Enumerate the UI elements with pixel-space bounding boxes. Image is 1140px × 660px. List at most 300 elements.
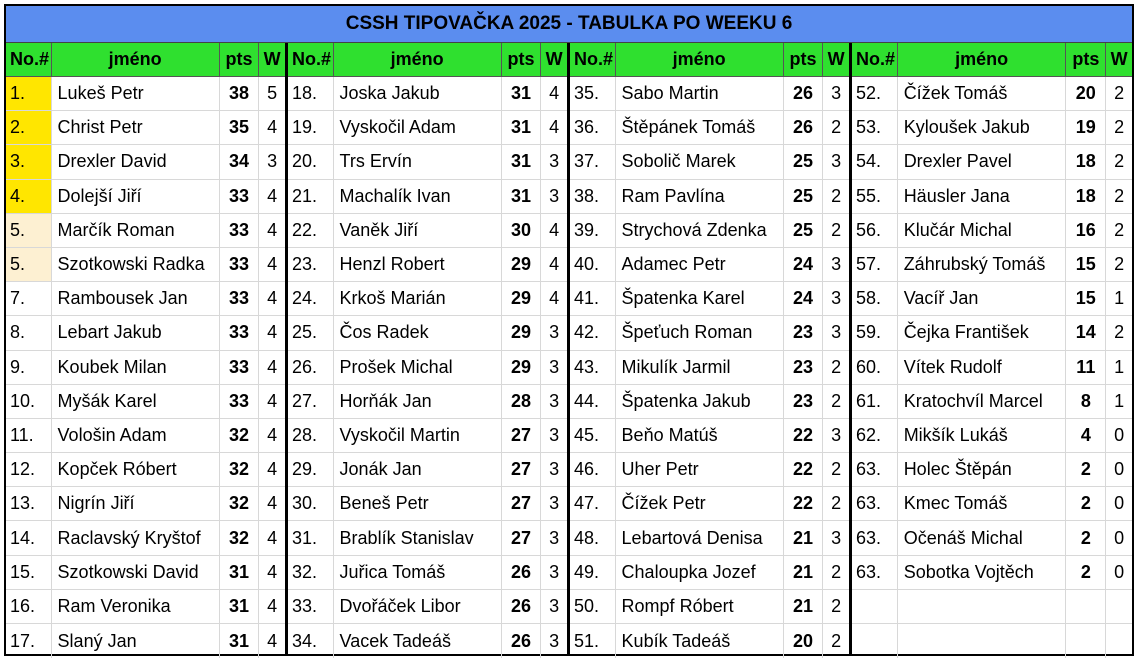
rank-cell <box>852 624 898 658</box>
name-cell: Kubík Tadeáš <box>616 624 784 658</box>
rank-cell: 41. <box>570 282 616 315</box>
rank-cell: 40. <box>570 248 616 281</box>
table-row <box>6 316 285 350</box>
rank-cell: 63. <box>852 487 898 520</box>
rank-cell: 15. <box>6 556 52 589</box>
wins-cell: 2 <box>1114 219 1125 240</box>
points-cell: 2 <box>1066 556 1106 589</box>
table-row <box>288 248 567 282</box>
wins-cell: 3 <box>549 424 560 445</box>
wins-cell: 4 <box>267 288 278 309</box>
name-cell: Vyskočil Martin <box>334 419 502 452</box>
name-cell: Sobolič Marek <box>616 145 784 178</box>
table-row <box>6 248 285 282</box>
name-cell: Trs Ervín <box>334 145 502 178</box>
name-cell: Ram Veronika <box>52 590 220 623</box>
points-cell: 32 <box>220 453 260 486</box>
points-cell: 30 <box>502 214 542 247</box>
name-cell: Vítek Rudolf <box>898 351 1067 384</box>
table-row <box>852 111 1132 145</box>
header-w: W <box>263 49 281 69</box>
wins-cell: 4 <box>549 83 560 104</box>
name-cell: Koubek Milan <box>52 351 220 384</box>
table-row <box>288 145 567 179</box>
table-row <box>288 521 567 555</box>
table-row <box>570 214 849 248</box>
rank-cell: 44. <box>570 385 616 418</box>
points-cell: 21 <box>784 521 824 554</box>
table-row <box>6 351 285 385</box>
table-header <box>852 43 1132 77</box>
rank-cell: 62. <box>852 419 898 452</box>
points-cell: 26 <box>502 590 542 623</box>
name-cell: Horňák Jan <box>334 385 502 418</box>
rank-cell: 42. <box>570 316 616 349</box>
points-cell: 38 <box>220 77 260 110</box>
rank-cell: 63. <box>852 556 898 589</box>
rank-cell: 19. <box>288 111 334 144</box>
points-cell: 31 <box>502 111 542 144</box>
points-cell: 8 <box>1066 385 1106 418</box>
wins-cell: 3 <box>549 151 560 172</box>
points-cell: 27 <box>502 419 542 452</box>
name-cell: Vološin Adam <box>52 419 220 452</box>
points-cell: 29 <box>502 351 542 384</box>
header-pts: pts <box>220 43 260 76</box>
name-cell: Lebart Jakub <box>52 316 220 349</box>
name-cell: Záhrubský Tomáš <box>898 248 1067 281</box>
standings-sheet <box>4 4 1134 656</box>
wins-cell: 2 <box>831 117 842 138</box>
points-cell: 31 <box>502 180 542 213</box>
points-cell: 35 <box>220 111 260 144</box>
table-header <box>570 43 849 77</box>
table-row <box>852 385 1132 419</box>
rank-cell: 53. <box>852 111 898 144</box>
rank-cell: 5. <box>6 248 52 281</box>
name-cell: Kmec Tomáš <box>898 487 1067 520</box>
table-row <box>852 487 1132 521</box>
table-row <box>852 419 1132 453</box>
wins-cell: 4 <box>267 185 278 206</box>
standings-column-4 <box>852 43 1132 655</box>
points-cell: 19 <box>1066 111 1106 144</box>
points-cell: 33 <box>220 351 260 384</box>
rank-cell: 4. <box>6 180 52 213</box>
name-cell: Nigrín Jiří <box>52 487 220 520</box>
wins-cell: 2 <box>1114 151 1125 172</box>
points-cell: 25 <box>784 214 824 247</box>
wins-cell: 3 <box>549 630 560 651</box>
rank-cell: 3. <box>6 145 52 178</box>
wins-cell: 4 <box>267 117 278 138</box>
wins-cell: 2 <box>831 219 842 240</box>
points-cell: 31 <box>220 624 260 658</box>
name-cell: Čejka František <box>898 316 1067 349</box>
name-cell: Krkoš Marián <box>334 282 502 315</box>
table-row <box>570 77 849 111</box>
wins-cell: 4 <box>267 219 278 240</box>
name-cell: Čížek Petr <box>616 487 784 520</box>
name-cell <box>898 624 1067 658</box>
name-cell: Čížek Tomáš <box>898 77 1067 110</box>
table-row <box>570 590 849 624</box>
header-pts: pts <box>1066 43 1106 76</box>
table-row <box>6 214 285 248</box>
points-cell: 29 <box>502 282 542 315</box>
points-cell: 18 <box>1066 180 1106 213</box>
rank-cell: 29. <box>288 453 334 486</box>
points-cell <box>1066 624 1106 658</box>
wins-cell: 2 <box>831 185 842 206</box>
points-cell: 29 <box>502 248 542 281</box>
rank-cell: 57. <box>852 248 898 281</box>
points-cell <box>1066 590 1106 623</box>
points-cell: 21 <box>784 590 824 623</box>
rank-cell: 16. <box>6 590 52 623</box>
name-cell: Strychová Zdenka <box>616 214 784 247</box>
wins-cell: 4 <box>267 630 278 651</box>
wins-cell: 3 <box>549 459 560 480</box>
name-cell: Sobotka Vojtěch <box>898 556 1067 589</box>
table-row <box>6 521 285 555</box>
name-cell: Rompf Róbert <box>616 590 784 623</box>
name-cell: Očenáš Michal <box>898 521 1067 554</box>
table-row <box>6 282 285 316</box>
rank-cell: 24. <box>288 282 334 315</box>
rank-cell: 27. <box>288 385 334 418</box>
rank-cell: 49. <box>570 556 616 589</box>
rank-cell: 47. <box>570 487 616 520</box>
wins-cell: 2 <box>1114 254 1125 275</box>
table-header <box>6 43 285 77</box>
name-cell: Čos Radek <box>334 316 502 349</box>
table-row <box>570 453 849 487</box>
points-cell: 29 <box>502 316 542 349</box>
wins-cell: 3 <box>267 151 278 172</box>
header-name: jméno <box>898 43 1067 76</box>
name-cell: Rambousek Jan <box>52 282 220 315</box>
points-cell: 18 <box>1066 145 1106 178</box>
name-cell: Drexler David <box>52 145 220 178</box>
wins-cell: 1 <box>1114 288 1125 309</box>
table-row <box>6 111 285 145</box>
points-cell: 23 <box>784 351 824 384</box>
header-no: No.# <box>852 43 898 76</box>
rank-cell: 55. <box>852 180 898 213</box>
wins-cell: 4 <box>549 117 560 138</box>
points-cell: 32 <box>220 487 260 520</box>
wins-cell: 2 <box>831 630 842 651</box>
rank-cell: 1. <box>6 77 52 110</box>
name-cell: Vyskočil Adam <box>334 111 502 144</box>
table-row <box>288 556 567 590</box>
name-cell: Szotkowski David <box>52 556 220 589</box>
header-name: jméno <box>52 43 220 76</box>
table-row <box>852 214 1132 248</box>
rank-cell: 33. <box>288 590 334 623</box>
table-row <box>288 77 567 111</box>
rank-cell: 9. <box>6 351 52 384</box>
wins-cell: 4 <box>267 459 278 480</box>
points-cell: 27 <box>502 453 542 486</box>
table-row <box>570 351 849 385</box>
rank-cell: 58. <box>852 282 898 315</box>
points-cell: 26 <box>502 556 542 589</box>
table-row <box>6 385 285 419</box>
points-cell: 32 <box>220 521 260 554</box>
points-cell: 22 <box>784 419 824 452</box>
rank-cell: 54. <box>852 145 898 178</box>
rank-cell: 51. <box>570 624 616 658</box>
table-row <box>852 590 1132 624</box>
points-cell: 28 <box>502 385 542 418</box>
points-cell: 25 <box>784 145 824 178</box>
rank-cell: 48. <box>570 521 616 554</box>
points-cell: 33 <box>220 316 260 349</box>
name-cell: Mikšík Lukáš <box>898 419 1067 452</box>
table-row <box>570 248 849 282</box>
table-row <box>6 453 285 487</box>
points-cell: 15 <box>1066 282 1106 315</box>
points-cell: 20 <box>784 624 824 658</box>
rank-cell: 37. <box>570 145 616 178</box>
name-cell: Špatenka Karel <box>616 282 784 315</box>
rank-cell: 32. <box>288 556 334 589</box>
name-cell: Špeťuch Roman <box>616 316 784 349</box>
wins-cell: 0 <box>1114 493 1125 514</box>
table-row <box>6 77 285 111</box>
points-cell: 34 <box>220 145 260 178</box>
points-cell: 33 <box>220 282 260 315</box>
name-cell: Špatenka Jakub <box>616 385 784 418</box>
rank-cell: 8. <box>6 316 52 349</box>
points-cell: 33 <box>220 214 260 247</box>
table-row <box>288 111 567 145</box>
name-cell: Sabo Martin <box>616 77 784 110</box>
points-cell: 26 <box>502 624 542 658</box>
points-cell: 33 <box>220 248 260 281</box>
wins-cell <box>1106 590 1132 623</box>
wins-cell: 2 <box>831 459 842 480</box>
wins-cell: 1 <box>1114 390 1125 411</box>
table-row <box>852 145 1132 179</box>
table-row <box>288 316 567 350</box>
table-row <box>570 145 849 179</box>
table-row <box>852 180 1132 214</box>
name-cell: Drexler Pavel <box>898 145 1067 178</box>
table-row <box>852 521 1132 555</box>
wins-cell: 3 <box>549 322 560 343</box>
rank-cell <box>852 590 898 623</box>
sheet-title: CSSH TIPOVAČKA 2025 - TABULKA PO WEEKU 6 <box>6 6 1132 43</box>
table-row <box>288 624 567 658</box>
rank-cell: 61. <box>852 385 898 418</box>
table-row <box>852 453 1132 487</box>
wins-cell: 4 <box>267 254 278 275</box>
table-row <box>852 316 1132 350</box>
table-row <box>570 180 849 214</box>
rank-cell: 38. <box>570 180 616 213</box>
wins-cell: 2 <box>831 493 842 514</box>
wins-cell: 4 <box>267 356 278 377</box>
name-cell: Szotkowski Radka <box>52 248 220 281</box>
wins-cell: 2 <box>1114 117 1125 138</box>
wins-cell: 2 <box>831 390 842 411</box>
standings-column-3 <box>570 43 852 655</box>
header-no: No.# <box>6 43 52 76</box>
table-row <box>570 419 849 453</box>
table-row <box>570 487 849 521</box>
points-cell: 26 <box>784 111 824 144</box>
wins-cell: 4 <box>549 219 560 240</box>
table-row <box>6 145 285 179</box>
rank-cell: 43. <box>570 351 616 384</box>
wins-cell: 4 <box>267 424 278 445</box>
points-cell: 24 <box>784 282 824 315</box>
table-row <box>570 624 849 658</box>
points-cell: 2 <box>1066 453 1106 486</box>
table-row <box>570 282 849 316</box>
name-cell: Myšák Karel <box>52 385 220 418</box>
rank-cell: 63. <box>852 521 898 554</box>
table-row <box>570 556 849 590</box>
name-cell: Lebartová Denisa <box>616 521 784 554</box>
rank-cell: 2. <box>6 111 52 144</box>
wins-cell: 5 <box>267 83 278 104</box>
wins-cell: 3 <box>831 424 842 445</box>
name-cell: Beneš Petr <box>334 487 502 520</box>
rank-cell: 39. <box>570 214 616 247</box>
name-cell: Raclavský Kryštof <box>52 521 220 554</box>
points-cell: 15 <box>1066 248 1106 281</box>
wins-cell: 2 <box>831 595 842 616</box>
rank-cell: 52. <box>852 77 898 110</box>
rank-cell: 22. <box>288 214 334 247</box>
header-name: jméno <box>616 43 784 76</box>
wins-cell: 3 <box>549 185 560 206</box>
rank-cell: 12. <box>6 453 52 486</box>
name-cell: Kopček Róbert <box>52 453 220 486</box>
rank-cell: 21. <box>288 180 334 213</box>
wins-cell: 3 <box>549 493 560 514</box>
wins-cell: 4 <box>549 254 560 275</box>
rank-cell: 10. <box>6 385 52 418</box>
wins-cell: 1 <box>1114 356 1125 377</box>
rank-cell: 20. <box>288 145 334 178</box>
table-row <box>288 453 567 487</box>
rank-cell: 63. <box>852 453 898 486</box>
table-row <box>852 282 1132 316</box>
points-cell: 31 <box>502 145 542 178</box>
table-row <box>852 624 1132 658</box>
standings-column-2 <box>288 43 570 655</box>
points-cell: 16 <box>1066 214 1106 247</box>
name-cell: Dvořáček Libor <box>334 590 502 623</box>
table-row <box>6 419 285 453</box>
wins-cell: 2 <box>1114 185 1125 206</box>
header-name: jméno <box>334 43 502 76</box>
name-cell: Kratochvíl Marcel <box>898 385 1067 418</box>
wins-cell: 4 <box>267 322 278 343</box>
rank-cell: 14. <box>6 521 52 554</box>
points-cell: 22 <box>784 453 824 486</box>
table-row <box>288 180 567 214</box>
rank-cell: 31. <box>288 521 334 554</box>
name-cell <box>898 590 1067 623</box>
name-cell: Henzl Robert <box>334 248 502 281</box>
wins-cell: 3 <box>831 322 842 343</box>
points-cell: 27 <box>502 487 542 520</box>
wins-cell: 2 <box>1114 322 1125 343</box>
rank-cell: 59. <box>852 316 898 349</box>
header-no: No.# <box>288 43 334 76</box>
wins-cell: 0 <box>1114 459 1125 480</box>
points-cell: 31 <box>220 556 260 589</box>
name-cell: Uher Petr <box>616 453 784 486</box>
table-row <box>6 624 285 658</box>
points-cell: 33 <box>220 385 260 418</box>
name-cell: Christ Petr <box>52 111 220 144</box>
name-cell: Ram Pavlína <box>616 180 784 213</box>
table-row <box>570 521 849 555</box>
wins-cell: 4 <box>267 595 278 616</box>
wins-cell: 3 <box>549 390 560 411</box>
name-cell: Holec Štěpán <box>898 453 1067 486</box>
rank-cell: 7. <box>6 282 52 315</box>
points-cell: 22 <box>784 487 824 520</box>
name-cell: Kyloušek Jakub <box>898 111 1067 144</box>
wins-cell: 0 <box>1114 424 1125 445</box>
wins-cell <box>1106 624 1132 658</box>
rank-cell: 13. <box>6 487 52 520</box>
table-row <box>852 556 1132 590</box>
name-cell: Štěpánek Tomáš <box>616 111 784 144</box>
name-cell: Machalík Ivan <box>334 180 502 213</box>
wins-cell: 4 <box>549 288 560 309</box>
table-row <box>288 487 567 521</box>
table-row <box>570 111 849 145</box>
wins-cell: 2 <box>831 356 842 377</box>
points-cell: 2 <box>1066 521 1106 554</box>
table-row <box>852 77 1132 111</box>
name-cell: Beňo Matúš <box>616 419 784 452</box>
wins-cell: 3 <box>831 83 842 104</box>
points-cell: 14 <box>1066 316 1106 349</box>
rank-cell: 28. <box>288 419 334 452</box>
wins-cell: 4 <box>267 527 278 548</box>
wins-cell: 3 <box>549 527 560 548</box>
name-cell: Marčík Roman <box>52 214 220 247</box>
rank-cell: 56. <box>852 214 898 247</box>
name-cell: Slaný Jan <box>52 624 220 658</box>
standings-column-1 <box>6 43 288 655</box>
rank-cell: 26. <box>288 351 334 384</box>
rank-cell: 45. <box>570 419 616 452</box>
points-cell: 26 <box>784 77 824 110</box>
points-cell: 31 <box>502 77 542 110</box>
wins-cell: 3 <box>549 561 560 582</box>
name-cell: Chaloupka Jozef <box>616 556 784 589</box>
points-cell: 25 <box>784 180 824 213</box>
wins-cell: 3 <box>831 288 842 309</box>
table-row <box>6 590 285 624</box>
points-cell: 31 <box>220 590 260 623</box>
table-row <box>288 282 567 316</box>
points-cell: 32 <box>220 419 260 452</box>
table-row <box>288 385 567 419</box>
wins-cell: 2 <box>1114 83 1125 104</box>
